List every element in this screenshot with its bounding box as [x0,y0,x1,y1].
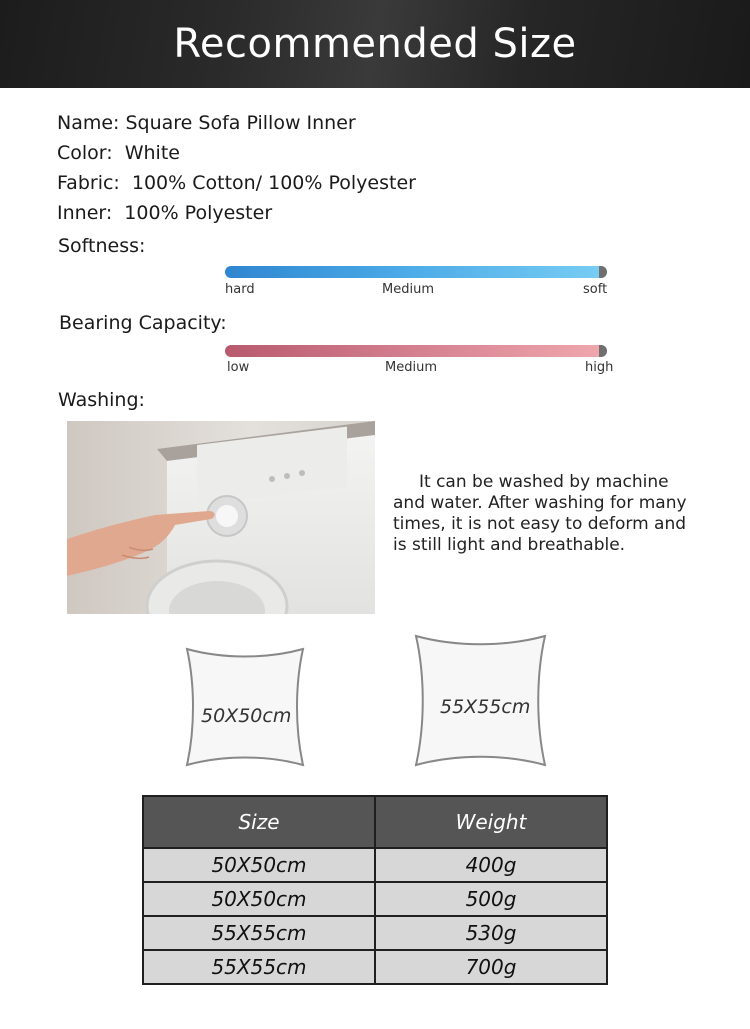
washing-description-line-2: and water. After washing for many [393,493,687,513]
softness-tick-hard: hard [225,282,255,297]
washing-description-line-4: is still light and breathable. [393,535,626,555]
bearing-tick-medium: Medium [385,360,437,375]
table-header-size: Size [143,796,375,848]
washing-line-1-text: It can be washed by machine [419,472,669,492]
table-row [143,882,607,916]
spec-fabric [57,172,416,194]
table-cell-weight: 500g [375,882,607,916]
table-cell-size: 55X55cm [143,950,375,984]
table-row [143,848,607,882]
bearing-label: Bearing Capacity: [59,312,227,334]
page-title: Recommended Size [173,21,577,67]
bearing-bar [225,345,607,357]
softness-bar [225,266,607,278]
spec-color-key: Color: [57,142,113,164]
washing-description [393,472,703,556]
table-cell-size: 50X50cm [143,882,375,916]
pillow-50x50-label: 50X50cm [201,705,292,727]
table-cell-weight: 530g [375,916,607,950]
table-row [143,950,607,984]
spec-fabric-key: Fabric: [57,172,120,194]
spec-color [57,142,180,164]
spec-name-value: Square Sofa Pillow Inner [125,112,356,134]
spec-name-key: Name: [57,112,120,134]
spec-fabric-value: 100% Cotton/ 100% Polyester [125,172,416,194]
size-weight-table [142,795,608,985]
table-cell-weight: 700g [375,950,607,984]
pillow-55x55 [412,632,549,769]
bearing-tick-low: low [227,360,250,375]
washing-machine-illustration [67,421,375,614]
table-header-weight: Weight [375,796,607,848]
softness-label: Softness: [58,235,146,257]
spec-inner-value: 100% Polyester [118,202,273,224]
pillow-55x55-label: 55X55cm [440,696,531,718]
table-row [143,916,607,950]
spec-name [57,112,356,134]
washing-label: Washing: [58,389,145,411]
softness-tick-soft: soft [583,282,608,297]
washing-description-line-3: times, it is not easy to deform and [393,514,687,534]
table-cell-weight: 400g [375,848,607,882]
bearing-tick-high: high [585,360,614,375]
softness-tick-medium: Medium [382,282,434,297]
spec-inner [57,202,272,224]
bearing-bar-cap [599,345,607,357]
table-cell-size: 50X50cm [143,848,375,882]
washing-description-line-1 [393,472,703,493]
washing-machine-photo [67,421,375,614]
spec-inner-key: Inner: [57,202,113,224]
spec-color-value: White [118,142,180,164]
page-header [0,0,750,88]
pillow-50x50 [183,645,307,769]
softness-bar-cap [599,266,607,278]
table-cell-size: 55X55cm [143,916,375,950]
table-header-row [143,796,607,848]
